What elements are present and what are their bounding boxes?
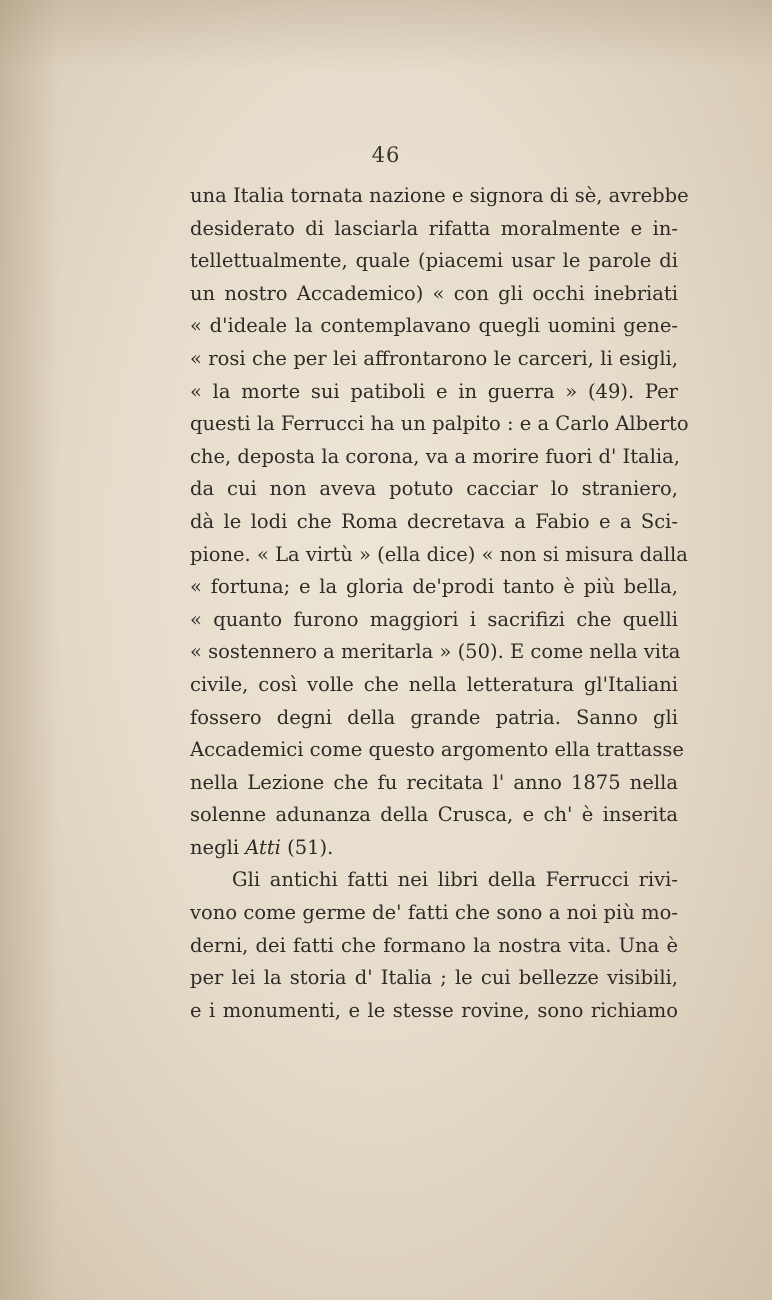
text-line: « d'ideale la contemplavano quegli uomini gene- bbox=[190, 314, 678, 338]
text-line: Accademici come questo argomento ella trattasse bbox=[190, 738, 684, 762]
paragraph-2-line: Gli antichi fatti nei libri della Ferrucci rivi- bbox=[232, 868, 678, 892]
text-line: nella Lezione che fu recitata l' anno 1875 nella bbox=[190, 770, 678, 794]
page-shadow-left bbox=[0, 0, 60, 1300]
page-number: 46 bbox=[371, 143, 401, 167]
text-line: fossero degni della grande patria. Sanno gli bbox=[190, 705, 678, 729]
text-line: una Italia tornata nazione e signora di sè, avrebbe bbox=[190, 184, 689, 207]
text-line: dà le lodi che Roma decretava a Fabio e a Sci- bbox=[190, 509, 678, 533]
atti-prefix: negli bbox=[190, 835, 246, 859]
text-line: « la morte sui patiboli e in guerra » (49). Per bbox=[190, 379, 678, 403]
text-line: desiderato di lasciarla rifatta moralmente e in- bbox=[190, 216, 678, 240]
text-line: « sostennero a meritarla » (50). E come nella vita bbox=[190, 640, 681, 664]
text-line: che, deposta la corona, va a morire fuori d' Italia, bbox=[190, 444, 680, 468]
text-line-atti bbox=[190, 832, 678, 865]
paragraph-2-line: e i monumenti, e le stesse rovine, sono richiamo bbox=[190, 998, 678, 1022]
paragraph-2-line: vono come germe de' fatti che sono a noi più mo- bbox=[190, 901, 678, 925]
paragraph-2-line: derni, dei fatti che formano la nostra vita. Una è bbox=[190, 933, 678, 957]
atti-suffix: (51). bbox=[280, 835, 334, 859]
text-line: « quanto furono maggiori i sacrifizi che quelli bbox=[190, 607, 678, 631]
text-line: tellettualmente, quale (piacemi usar le parole di bbox=[190, 249, 678, 273]
text-line: « rosi che per lei affrontarono le carceri, li esigli, bbox=[190, 346, 678, 370]
paragraph-2-line: per lei la storia d' Italia ; le cui bellezze visibili, bbox=[190, 966, 678, 990]
text-line: « fortuna; e la gloria de'prodi tanto è più bella, bbox=[190, 575, 678, 599]
atti-italic: Atti bbox=[245, 835, 281, 859]
body-text bbox=[190, 180, 689, 1027]
text-line: questi la Ferrucci ha un palpito : e a Carlo Alberto bbox=[190, 412, 689, 436]
text-line: un nostro Accademico) « con gli occhi inebriati bbox=[190, 281, 678, 305]
text-line: civile, così volle che nella letteratura gl'Italiani bbox=[190, 672, 678, 696]
page-shadow-top bbox=[0, 0, 772, 70]
text-line: pione. « La virtù » (ella dice) « non si misura dalla bbox=[190, 542, 688, 566]
text-line: solenne adunanza della Crusca, e ch' è inserita bbox=[190, 803, 678, 827]
text-line: da cui non aveva potuto cacciar lo straniero, bbox=[190, 477, 678, 501]
